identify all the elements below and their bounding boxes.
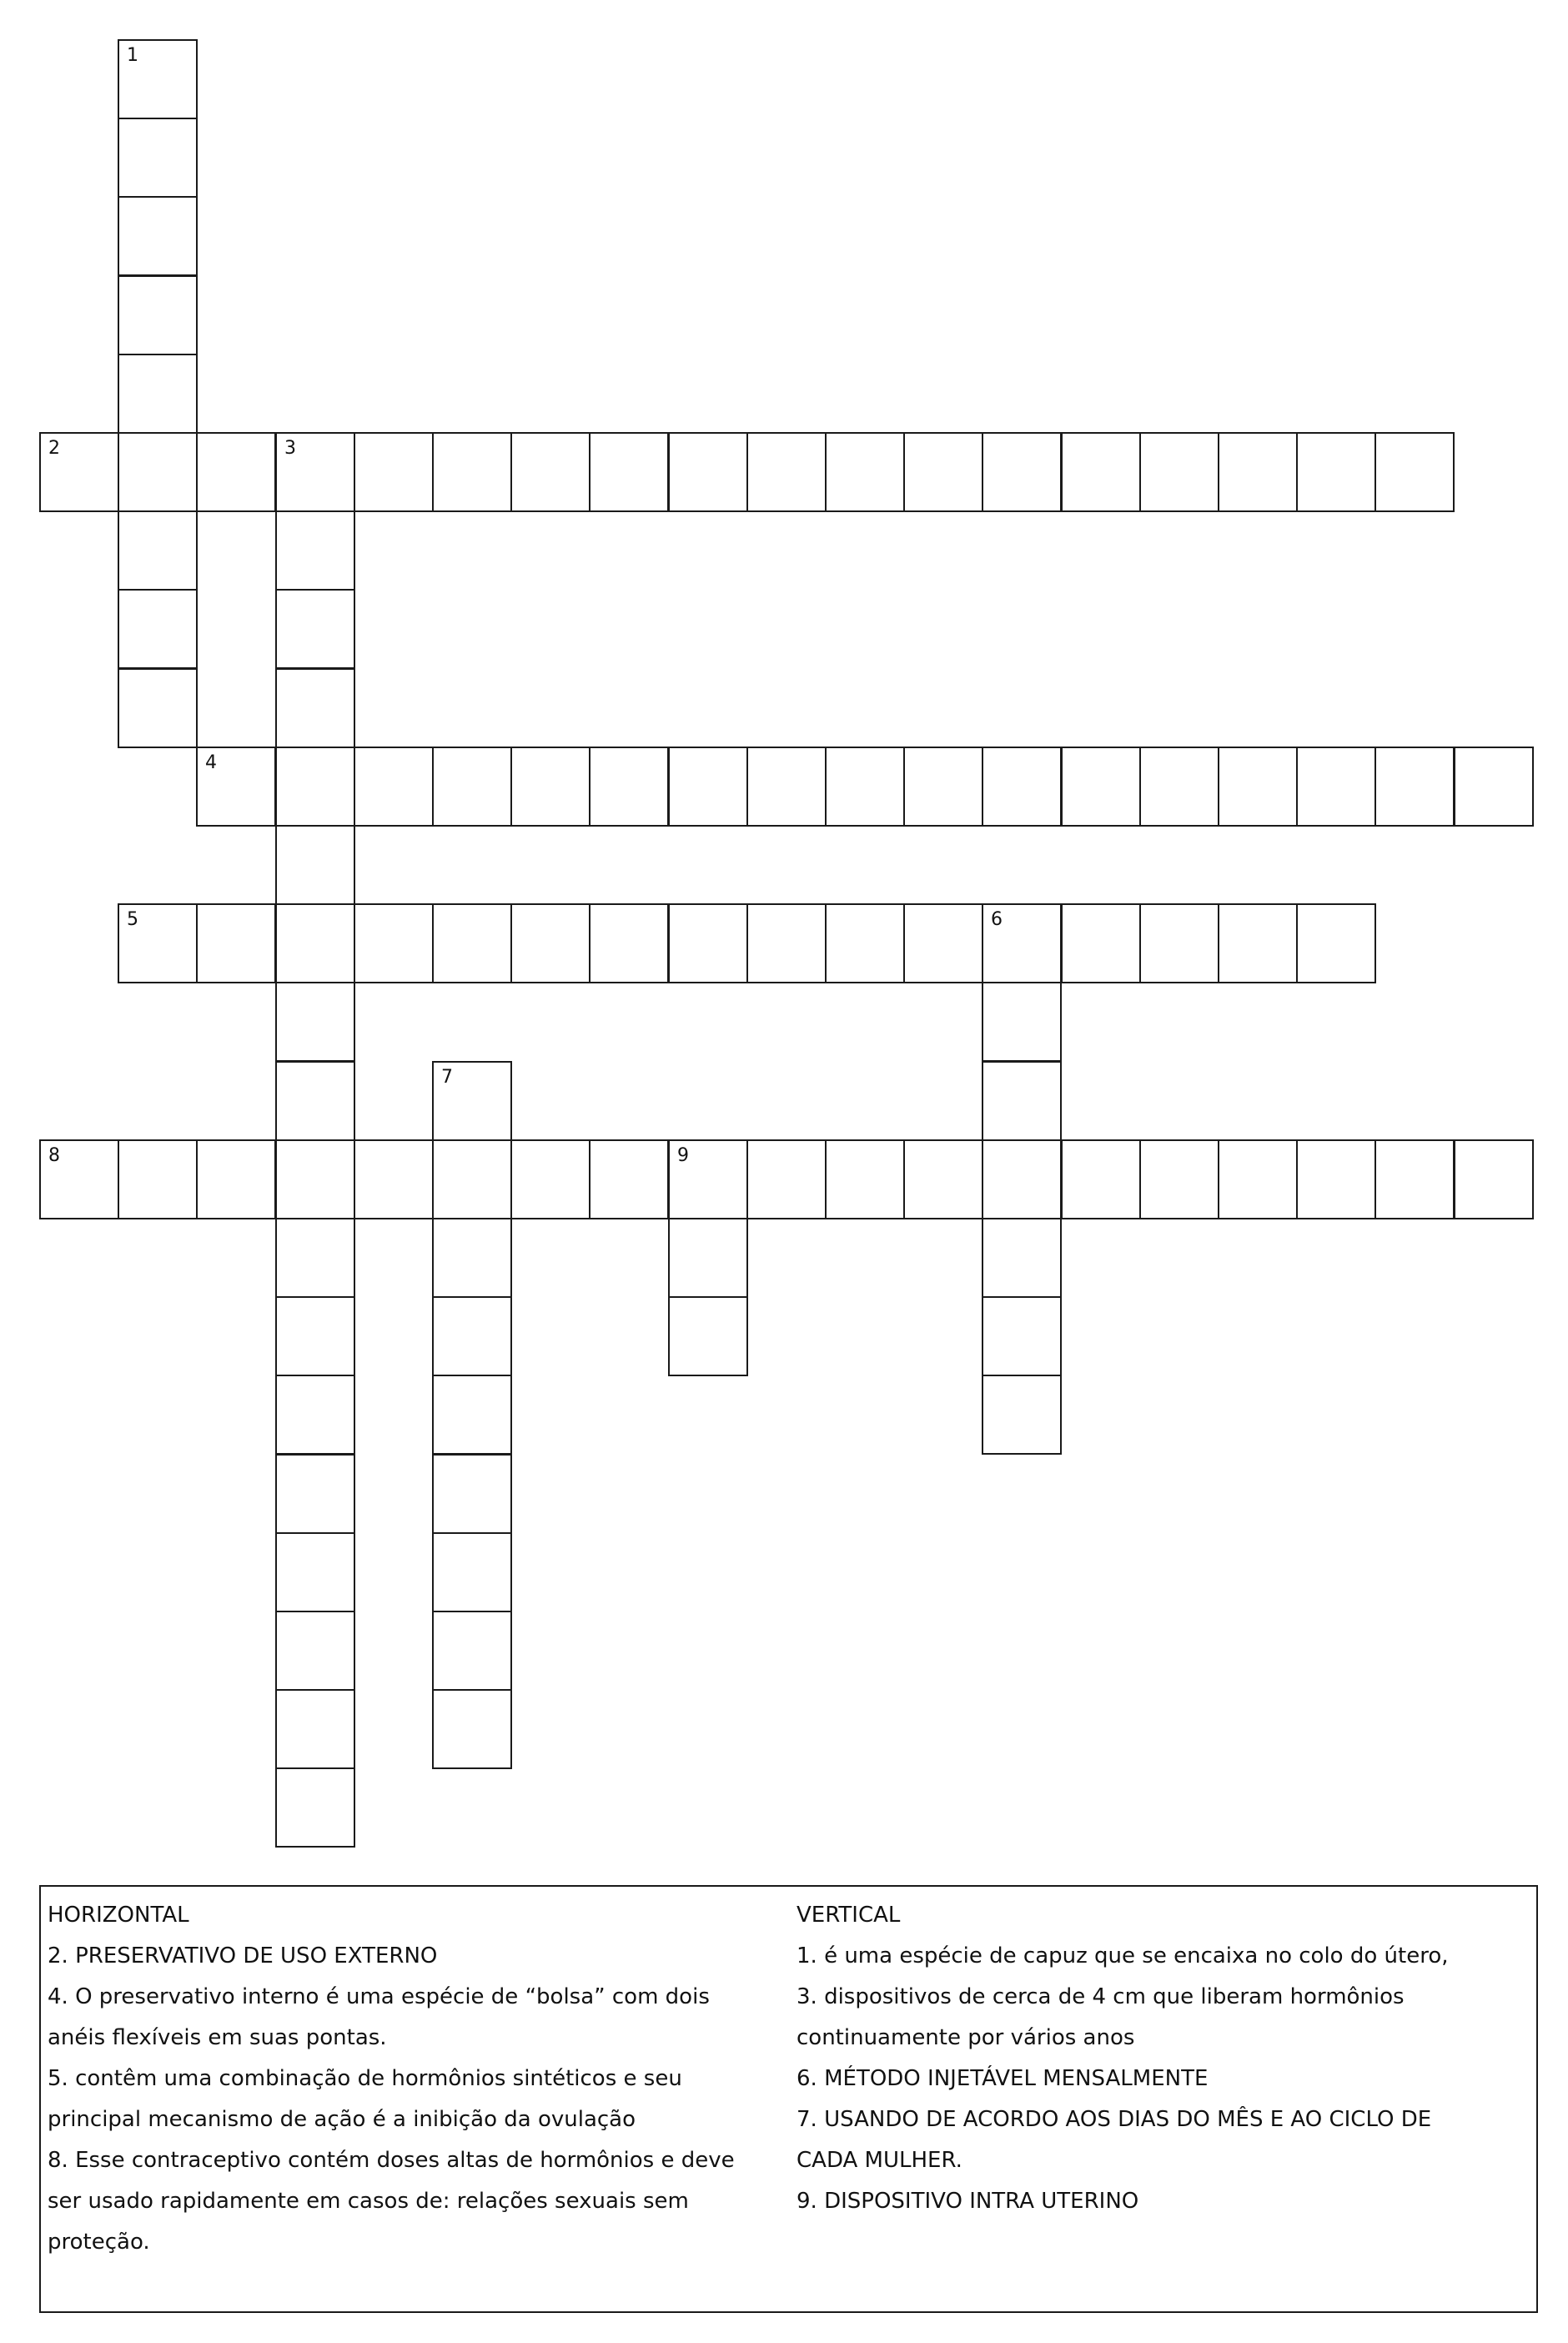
grid-cell[interactable] — [118, 275, 198, 355]
grid-cell[interactable] — [1375, 432, 1455, 512]
grid-cell[interactable] — [982, 747, 1062, 827]
grid-cell[interactable] — [354, 1139, 434, 1219]
clue-7-down-line-1: 7. USANDO DE ACORDO AOS DIAS DO MÊS E AO CICLO DE — [797, 2107, 1432, 2132]
grid-cell[interactable] — [275, 1296, 355, 1376]
grid-cell[interactable] — [1218, 1139, 1298, 1219]
clue-8-across-line-2: ser usado rapidamente em casos de: relações sexuais sem — [48, 2189, 689, 2214]
grid-cell[interactable] — [1296, 903, 1376, 983]
grid-cell[interactable] — [118, 589, 198, 669]
grid-cell[interactable] — [432, 903, 512, 983]
grid-cell[interactable] — [903, 1139, 983, 1219]
vertical-heading: VERTICAL — [797, 1903, 901, 1928]
grid-cell[interactable] — [1218, 903, 1298, 983]
clue-2-across: 2. PRESERVATIVO DE USO EXTERNO — [48, 1943, 438, 1968]
clue-number: 4 — [205, 752, 217, 773]
grid-cell[interactable] — [589, 1139, 669, 1219]
clue-6-down: 6. MÉTODO INJETÁVEL MENSALMENTE — [797, 2066, 1209, 2091]
clue-number: 7 — [441, 1067, 453, 1088]
grid-cell[interactable] — [354, 432, 434, 512]
clue-number: 8 — [48, 1145, 60, 1166]
grid-cell[interactable] — [746, 1139, 827, 1219]
grid-cell[interactable] — [746, 432, 827, 512]
grid-cell[interactable] — [275, 825, 355, 905]
grid-cell[interactable] — [275, 510, 355, 591]
grid-cell[interactable] — [982, 1061, 1062, 1141]
grid-cell[interactable] — [589, 747, 669, 827]
grid-cell[interactable] — [825, 903, 905, 983]
grid-cell[interactable] — [275, 1218, 355, 1298]
grid-cell-9[interactable] — [668, 1139, 748, 1219]
vertical-clues — [797, 1895, 1522, 2222]
grid-cell-6[interactable] — [982, 903, 1062, 983]
grid-cell[interactable] — [118, 432, 198, 512]
grid-cell[interactable] — [275, 1454, 355, 1534]
grid-cell[interactable] — [510, 432, 591, 512]
grid-cell[interactable] — [275, 1611, 355, 1691]
grid-cell[interactable] — [118, 1139, 198, 1219]
grid-cell[interactable] — [510, 747, 591, 827]
grid-cell[interactable] — [982, 1296, 1062, 1376]
grid-cell[interactable] — [1061, 1139, 1141, 1219]
grid-cell[interactable] — [510, 1139, 591, 1219]
grid-cell[interactable] — [432, 1532, 512, 1612]
grid-cell-5[interactable] — [118, 903, 198, 983]
grid-cell[interactable] — [1139, 1139, 1219, 1219]
grid-cell[interactable] — [275, 982, 355, 1062]
grid-cell[interactable] — [432, 1454, 512, 1534]
clue-7-down-line-2: CADA MULHER. — [797, 2148, 962, 2173]
grid-cell[interactable] — [275, 747, 355, 827]
grid-cell[interactable] — [668, 1218, 748, 1298]
grid-cell[interactable] — [1139, 432, 1219, 512]
grid-cell[interactable] — [118, 510, 198, 591]
clue-number: 2 — [48, 438, 60, 459]
clue-3-down-line-2: continuamente por vários anos — [797, 2025, 1135, 2050]
grid-cell[interactable] — [1061, 747, 1141, 827]
grid-cell-2[interactable] — [39, 432, 119, 512]
grid-cell[interactable] — [118, 196, 198, 276]
grid-cell[interactable] — [1296, 747, 1376, 827]
grid-cell[interactable] — [1454, 747, 1534, 827]
grid-cell[interactable] — [1296, 432, 1376, 512]
grid-cell[interactable] — [746, 747, 827, 827]
grid-cell[interactable] — [118, 668, 198, 748]
grid-cell[interactable] — [118, 354, 198, 434]
grid-cell[interactable] — [668, 903, 748, 983]
grid-cell-7[interactable] — [432, 1061, 512, 1141]
grid-cell[interactable] — [275, 1139, 355, 1219]
grid-cell[interactable] — [982, 1139, 1062, 1219]
grid-cell[interactable] — [1061, 903, 1141, 983]
grid-cell[interactable] — [668, 1296, 748, 1376]
horizontal-heading: HORIZONTAL — [48, 1903, 189, 1928]
clue-4-across-line-2: anéis flexíveis em suas pontas. — [48, 2025, 387, 2050]
clue-3-down-line-1: 3. dispositivos de cerca de 4 cm que liberam hormônios — [797, 1984, 1405, 2009]
grid-cell[interactable] — [432, 1375, 512, 1455]
grid-cell[interactable] — [746, 903, 827, 983]
clue-5-across-line-2: principal mecanismo de ação é a inibição da ovulação — [48, 2107, 636, 2132]
grid-cell[interactable] — [825, 747, 905, 827]
clue-number: 5 — [127, 909, 138, 930]
grid-cell[interactable] — [275, 1061, 355, 1141]
clue-number: 9 — [677, 1145, 689, 1166]
grid-cell[interactable] — [1139, 903, 1219, 983]
grid-cell[interactable] — [275, 903, 355, 983]
grid-cell[interactable] — [982, 432, 1062, 512]
grid-cell[interactable] — [275, 1689, 355, 1769]
clue-8-across-line-3: proteção. — [48, 2230, 150, 2255]
grid-cell[interactable] — [196, 432, 276, 512]
clue-4-across-line-1: 4. O preservativo interno é uma espécie de “bolsa” com dois — [48, 1984, 710, 2009]
clue-number: 1 — [127, 45, 138, 66]
grid-cell-4[interactable] — [196, 747, 276, 827]
grid-cell[interactable] — [1375, 747, 1455, 827]
grid-cell[interactable] — [196, 1139, 276, 1219]
grid-cell[interactable] — [982, 982, 1062, 1062]
grid-cell[interactable] — [982, 1375, 1062, 1455]
grid-cell[interactable] — [1375, 1139, 1455, 1219]
clue-box — [39, 1885, 1538, 2313]
grid-cell[interactable] — [1218, 432, 1298, 512]
grid-cell[interactable] — [354, 747, 434, 827]
clue-number: 6 — [991, 909, 1003, 930]
grid-cell[interactable] — [589, 903, 669, 983]
grid-cell[interactable] — [903, 747, 983, 827]
grid-cell[interactable] — [1218, 747, 1298, 827]
grid-cell-8[interactable] — [39, 1139, 119, 1219]
grid-cell[interactable] — [1296, 1139, 1376, 1219]
grid-cell[interactable] — [432, 432, 512, 512]
grid-cell[interactable] — [1454, 1139, 1534, 1219]
grid-cell[interactable] — [825, 432, 905, 512]
grid-cell[interactable] — [275, 1532, 355, 1612]
grid-cell[interactable] — [275, 1375, 355, 1455]
grid-cell[interactable] — [118, 118, 198, 198]
grid-cell[interactable] — [432, 1611, 512, 1691]
grid-cell[interactable] — [1139, 747, 1219, 827]
grid-cell[interactable] — [668, 747, 748, 827]
grid-cell[interactable] — [432, 1139, 512, 1219]
grid-cell[interactable] — [1061, 432, 1141, 512]
grid-cell[interactable] — [196, 903, 276, 983]
grid-cell[interactable] — [354, 903, 434, 983]
grid-cell-1[interactable] — [118, 39, 198, 119]
clue-number: 3 — [284, 438, 296, 459]
clue-8-across-line-1: 8. Esse contraceptivo contém doses altas de hormônios e deve — [48, 2148, 735, 2173]
grid-cell[interactable] — [432, 747, 512, 827]
grid-cell[interactable] — [275, 1767, 355, 1848]
grid-cell[interactable] — [903, 903, 983, 983]
grid-cell[interactable] — [668, 432, 748, 512]
grid-cell-3[interactable] — [275, 432, 355, 512]
clue-9-down: 9. DISPOSITIVO INTRA UTERINO — [797, 2189, 1139, 2214]
clue-5-across-line-1: 5. contêm uma combinação de hormônios sintéticos e seu — [48, 2066, 682, 2091]
grid-cell[interactable] — [432, 1296, 512, 1376]
grid-cell[interactable] — [903, 432, 983, 512]
grid-cell[interactable] — [432, 1218, 512, 1298]
grid-cell[interactable] — [510, 903, 591, 983]
clue-1-down: 1. é uma espécie de capuz que se encaixa no colo do útero, — [797, 1943, 1449, 1968]
horizontal-clues — [48, 1895, 773, 2263]
grid-cell[interactable] — [589, 432, 669, 512]
grid-cell[interactable] — [432, 1689, 512, 1769]
grid-cell[interactable] — [275, 668, 355, 748]
grid-cell[interactable] — [275, 589, 355, 669]
grid-cell[interactable] — [825, 1139, 905, 1219]
grid-cell[interactable] — [982, 1218, 1062, 1298]
